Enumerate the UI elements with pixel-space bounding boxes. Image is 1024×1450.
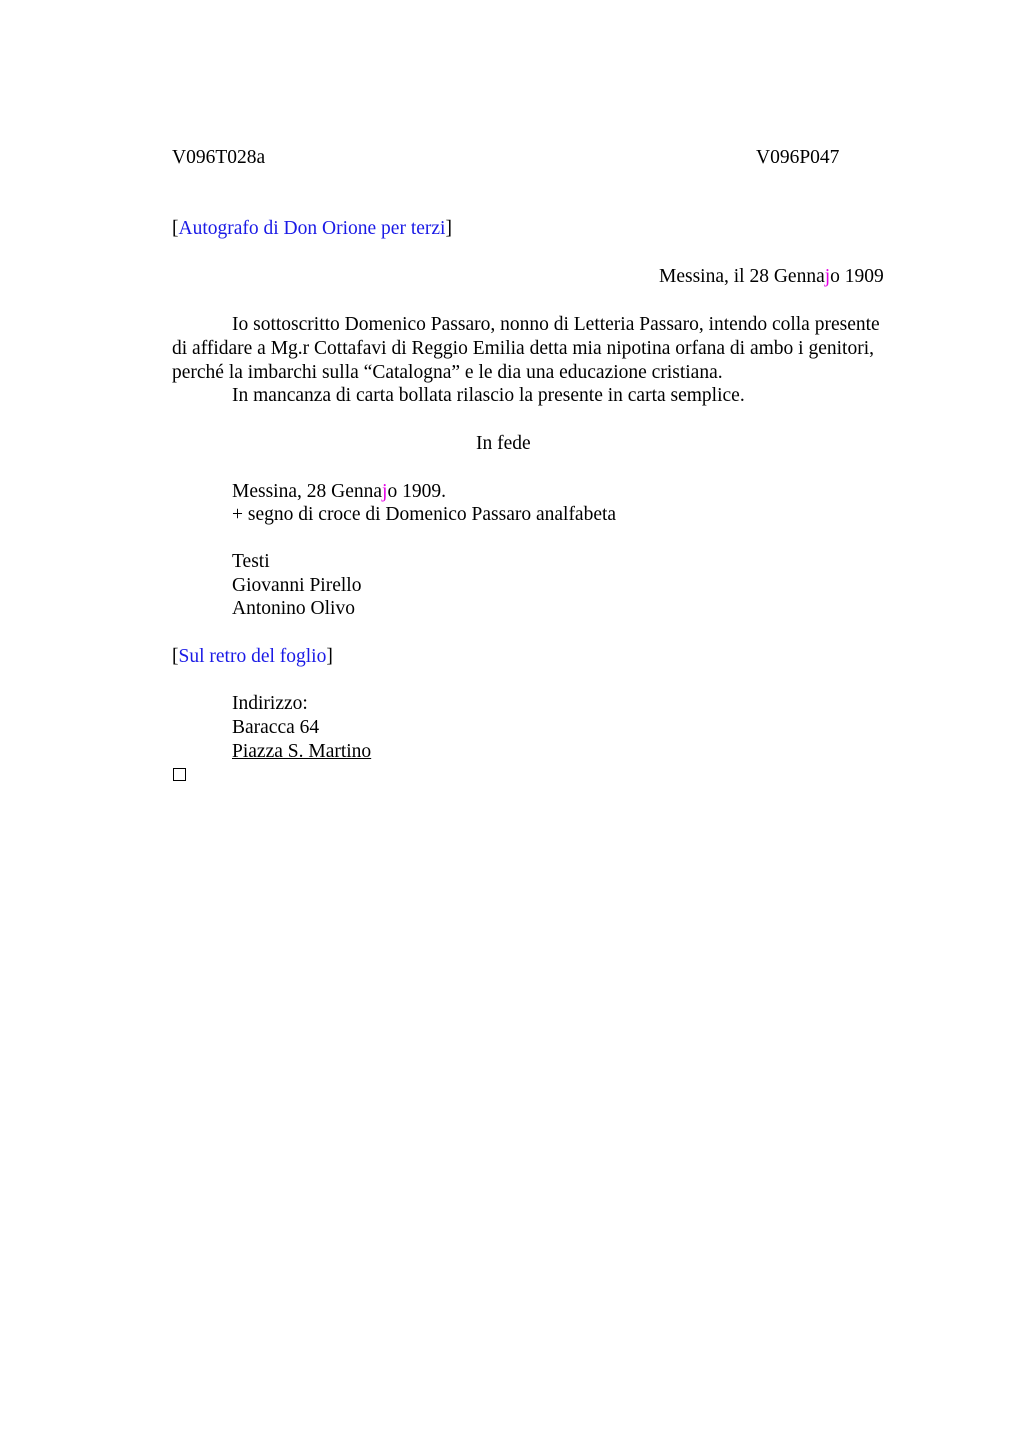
- address-line-1: Baracca 64: [232, 717, 320, 738]
- witnesses-heading: Testi: [232, 551, 270, 572]
- editorial-note-autograph: [172, 217, 452, 241]
- date-part-1: Messina, il 28 Genna: [659, 266, 825, 287]
- signature-date-highlight: j: [382, 481, 388, 502]
- signature-cross-line: + segno di croce di Domenico Passaro analfabeta: [232, 504, 617, 525]
- body-paragraph-1-line-2: di affidare a Mg.r Cottafavi di Reggio Emilia detta mia nipotina orfana di ambo i genitori,: [172, 338, 874, 359]
- bracket-open: [: [172, 646, 179, 667]
- checkbox-square-icon: [173, 768, 186, 781]
- body-paragraph-1-line-3: perché la imbarchi sulla “Catalogna” e le dia una educazione cristiana.: [172, 362, 723, 383]
- date-highlight: j: [824, 266, 831, 287]
- witness-name: Giovanni Pirello: [232, 575, 362, 596]
- address-label: Indirizzo:: [232, 693, 308, 714]
- bracket-close: ]: [445, 218, 452, 239]
- editorial-note-text: Sul retro del foglio: [178, 646, 327, 667]
- closing-in-fede: In fede: [476, 433, 531, 454]
- witness-name: Antonino Olivo: [232, 598, 355, 619]
- address-line-2: Piazza S. Martino: [232, 741, 372, 762]
- editorial-note-text: Autografo di Don Orione per terzi: [178, 218, 446, 239]
- bracket-open: [: [172, 218, 179, 239]
- signature-date-part-1: Messina, 28 Genna: [232, 481, 383, 502]
- letter-date: [659, 265, 884, 289]
- document-code-right: V096P047: [756, 147, 840, 168]
- body-paragraph-1-line-1: Io sottoscritto Domenico Passaro, nonno di Letteria Passaro, intendo colla presente: [232, 314, 880, 335]
- editorial-note-back: [172, 645, 333, 669]
- signature-date-part-2: o 1909.: [387, 481, 446, 502]
- document-code-left: V096T028a: [172, 147, 266, 168]
- signature-date: [232, 480, 446, 504]
- body-paragraph-2: In mancanza di carta bollata rilascio la presente in carta semplice.: [232, 385, 745, 406]
- bracket-close: ]: [326, 646, 333, 667]
- date-part-2: o 1909: [830, 266, 884, 287]
